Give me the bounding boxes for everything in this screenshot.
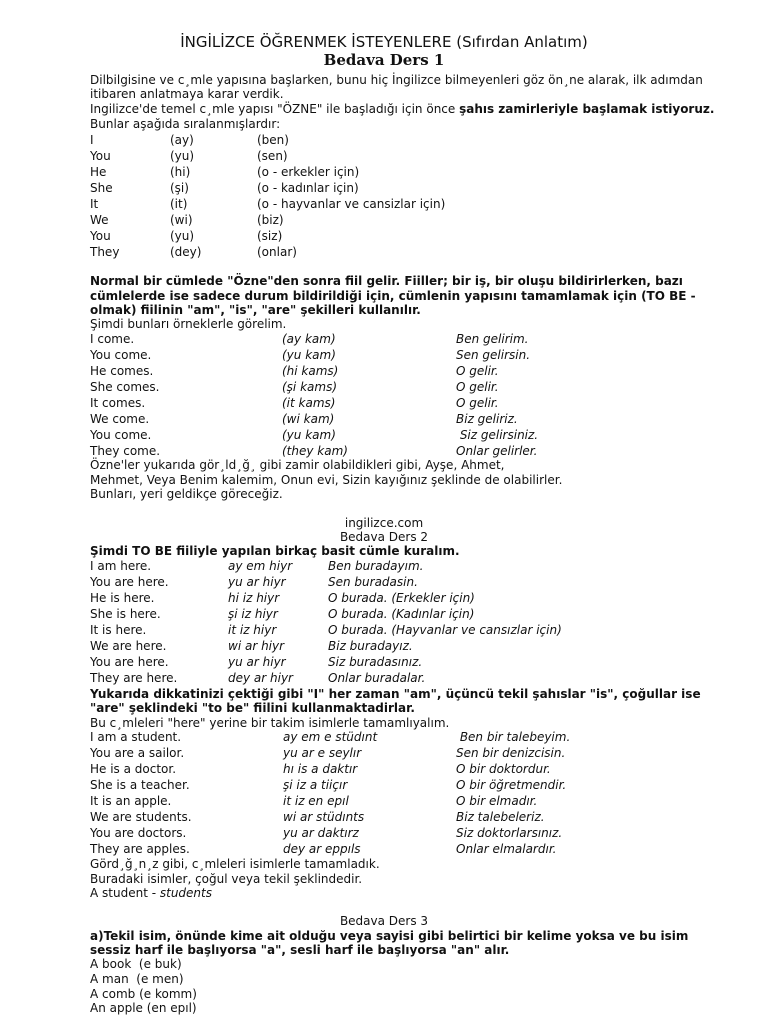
- lesson1-intro-line3: [90, 102, 714, 116]
- pronoun-tr: (o - erkekler için): [257, 165, 360, 179]
- lesson1-outro-line1: Özne'ler yukarıda gör¸ld¸ğ¸ gibi zamir olabildikleri gibi, Ayşe, Ahmet,: [90, 458, 505, 472]
- lesson2-rule-line2: "are" şeklindeki "to be" fiilini kullanmaktadirlar.: [90, 701, 415, 715]
- outro3-italic: students: [159, 886, 212, 900]
- example-pron: wi ar stüdınts: [283, 810, 365, 824]
- lesson1-intro-line2: itibaren anlatmaya karar verdik.: [90, 87, 284, 101]
- example-pron: ay em e stüdınt: [283, 730, 378, 744]
- pronoun-pron: (şi): [170, 181, 189, 195]
- pronoun-en: You: [90, 149, 111, 163]
- example-en: You are here.: [90, 655, 169, 669]
- lesson3-rule-line2: sessiz harf ile başlıyorsa "a", sesli harf ile başlıyorsa "an" alır.: [90, 943, 510, 957]
- outro3-plain: A student -: [90, 886, 160, 900]
- example-tr: Onlar gelirler.: [456, 444, 538, 458]
- intro3-plain: Ingilizce'de temel c¸mle yapısı "ÖZNE" ile başladığı için önce: [90, 102, 460, 116]
- pronoun-en: We: [90, 213, 109, 227]
- example-tr: O burada. (Kadınlar için): [328, 607, 475, 621]
- pronoun-en: You: [90, 229, 111, 243]
- example-tr: Siz gelirsiniz.: [456, 428, 539, 442]
- example-en: I am a student.: [90, 730, 182, 744]
- lesson2-outro-line1: Görd¸ğ¸n¸z gibi, c¸mleleri isimlerle tamamladık.: [90, 857, 380, 871]
- lesson2-intro: Şimdi TO BE fiiliyle yapılan birkaç basit cümle kuralım.: [90, 544, 460, 558]
- example-pron: yu ar hiyr: [228, 575, 286, 589]
- example-pron: yu ar e seylır: [283, 746, 362, 760]
- pronoun-pron: (it): [170, 197, 188, 211]
- example-tr: Siz doktorlarsınız.: [456, 826, 563, 840]
- article-example: A man (e men): [90, 972, 184, 986]
- pronoun-pron: (ay): [170, 133, 194, 147]
- example-en: He comes.: [90, 364, 154, 378]
- example-tr: Ben bir talebeyim.: [456, 730, 571, 744]
- article-example: An apple (en epıl): [90, 1001, 197, 1015]
- example-tr: O gelir.: [456, 396, 499, 410]
- pronoun-en: She: [90, 181, 113, 195]
- example-tr: O burada. (Erkekler için): [328, 591, 475, 605]
- example-en: You are a sailor.: [90, 746, 185, 760]
- example-tr: Sen buradasin.: [328, 575, 418, 589]
- example-pron: wi ar hiyr: [228, 639, 285, 653]
- example-pron: dey ar eppıls: [283, 842, 361, 856]
- intro3-bold: şahıs zamirleriyle başlamak istiyoruz.: [459, 102, 715, 116]
- example-en: It is here.: [90, 623, 147, 637]
- example-tr: Sen bir denizcisin.: [456, 746, 566, 760]
- example-pron: it iz hiyr: [228, 623, 277, 637]
- lesson1-outro-line3: Bunları, yeri geldikçe göreceğiz.: [90, 487, 283, 501]
- example-en: He is a doctor.: [90, 762, 177, 776]
- pronoun-pron: (hi): [170, 165, 191, 179]
- example-tr: Onlar buradalar.: [328, 671, 426, 685]
- example-pron: (yu kam): [282, 348, 336, 362]
- example-pron: şi iz a tiiçır: [283, 778, 348, 792]
- example-en: I come.: [90, 332, 135, 346]
- lesson2-title: Bedava Ders 2: [339, 530, 429, 544]
- lesson1-outro-line2: Mehmet, Veya Benim kalemim, Onun evi, Sizin kayığınız şeklinde de olabilirler.: [90, 473, 563, 487]
- lesson1-title: Bedava Ders 1: [323, 51, 445, 69]
- example-tr: O gelir.: [456, 364, 499, 378]
- example-en: We are students.: [90, 810, 192, 824]
- example-pron: yu ar hiyr: [228, 655, 286, 669]
- pronoun-pron: (yu): [170, 149, 195, 163]
- lesson1-intro-line4: Bunlar aşağıda sıralanmışlardır:: [90, 117, 281, 131]
- pronoun-en: He: [90, 165, 107, 179]
- lesson3-title: Bedava Ders 3: [339, 914, 429, 928]
- example-en: It comes.: [90, 396, 146, 410]
- lesson2-outro-line2: Buradaki isimler, çoğul veya tekil şeklindedir.: [90, 872, 363, 886]
- example-tr: Onlar elmalardır.: [456, 842, 557, 856]
- example-en: You are here.: [90, 575, 169, 589]
- example-tr: O bir doktordur.: [456, 762, 551, 776]
- example-en: She comes.: [90, 380, 160, 394]
- example-pron: hı is a daktır: [283, 762, 358, 776]
- pronoun-tr: (biz): [257, 213, 284, 227]
- pronoun-tr: (o - hayvanlar ve cansizlar için): [257, 197, 446, 211]
- lesson1-examples-intro: Şimdi bunları örneklerle görelim.: [90, 317, 287, 331]
- example-en: I am here.: [90, 559, 152, 573]
- example-pron: (şi kams): [282, 380, 338, 394]
- lesson1-rule-line1: Normal bir cümlede "Özne"den sonra fiil gelir. Fiiller; bir iş, bir oluşu bildirirlerken, bazı: [90, 274, 683, 288]
- article-example: A comb (e komm): [90, 987, 197, 1001]
- example-pron: yu ar daktırz: [283, 826, 359, 840]
- lesson1-intro-line1: Dilbilgisine ve c¸mle yapısına başlarken, bunu hiç İngilizce bilmeyenleri göz ön¸ne alarak, ilk adımdan: [90, 73, 703, 87]
- example-pron: (wi kam): [282, 412, 335, 426]
- pronoun-pron: (yu): [170, 229, 195, 243]
- example-tr: Siz buradasınız.: [328, 655, 423, 669]
- pronoun-tr: (onlar): [257, 245, 297, 259]
- pronoun-tr: (siz): [257, 229, 283, 243]
- example-pron: (hi kams): [282, 364, 339, 378]
- example-pron: ay em hiyr: [228, 559, 293, 573]
- example-pron: (ay kam): [282, 332, 336, 346]
- example-en: We come.: [90, 412, 150, 426]
- example-tr: O bir elmadır.: [456, 794, 538, 808]
- pronoun-en: I: [90, 133, 94, 147]
- example-en: You come.: [90, 428, 152, 442]
- example-pron: (they kam): [282, 444, 348, 458]
- pronoun-en: They: [90, 245, 120, 259]
- document-title: İNGİLİZCE ÖĞRENMEK İSTEYENLERE (Sıfırdan Anlatım): [180, 33, 588, 51]
- site-name: ingilizce.com: [344, 516, 424, 530]
- pronoun-pron: (wi): [170, 213, 193, 227]
- example-tr: O gelir.: [456, 380, 499, 394]
- article-example: A book (e buk): [90, 957, 182, 971]
- example-en: You come.: [90, 348, 152, 362]
- example-tr: O burada. (Hayvanlar ve cansızlar için): [328, 623, 562, 637]
- example-en: She is a teacher.: [90, 778, 190, 792]
- pronoun-tr: (o - kadınlar için): [257, 181, 359, 195]
- example-tr: Biz talebeleriz.: [456, 810, 545, 824]
- example-en: She is here.: [90, 607, 161, 621]
- example-tr: Ben buradayım.: [328, 559, 424, 573]
- lesson1-rule-line2: cümlelerde ise sadece durum bildirildiği için, cümlenin yapısını tamamlamak için (TO BE -: [90, 289, 696, 303]
- example-pron: (yu kam): [282, 428, 336, 442]
- example-en: We are here.: [90, 639, 167, 653]
- example-pron: dey ar hiyr: [228, 671, 293, 685]
- pronoun-tr: (sen): [257, 149, 288, 163]
- example-en: He is here.: [90, 591, 155, 605]
- pronoun-en: It: [90, 197, 99, 211]
- example-tr: Biz geliriz.: [456, 412, 518, 426]
- example-pron: it iz en epıl: [283, 794, 349, 808]
- lesson2-rule-line1: Yukarıda dikkatinizi çektiği gibi "I" her zaman "am", üçüncü tekil şahıslar "is", çoğullar ise: [90, 687, 701, 701]
- example-pron: (it kams): [282, 396, 336, 410]
- lesson2-nouns-intro: Bu c¸mleleri "here" yerine bir takim isimlerle tamamlıyalım.: [90, 716, 450, 730]
- lesson3-rule-line1: a)Tekil isim, önünde kime ait olduğu veya sayisi gibi belirtici bir kelime yoksa ve bu isim: [90, 929, 689, 943]
- pronoun-tr: (ben): [257, 133, 289, 147]
- pronoun-pron: (dey): [170, 245, 202, 259]
- example-pron: hi iz hiyr: [228, 591, 280, 605]
- example-pron: şi iz hiyr: [228, 607, 278, 621]
- example-tr: Sen gelirsin.: [456, 348, 531, 362]
- example-tr: O bir öğretmendir.: [456, 778, 567, 792]
- example-en: It is an apple.: [90, 794, 172, 808]
- lesson1-rule-line3: olmak) fiilinin "am", "is", "are" şekilleri kullanılır.: [90, 303, 421, 317]
- example-en: They come.: [90, 444, 161, 458]
- example-en: You are doctors.: [90, 826, 187, 840]
- example-en: They are here.: [90, 671, 178, 685]
- example-en: They are apples.: [90, 842, 190, 856]
- example-tr: Biz buradayız.: [328, 639, 413, 653]
- example-tr: Ben gelirim.: [456, 332, 529, 346]
- lesson2-outro-line3: [90, 886, 212, 900]
